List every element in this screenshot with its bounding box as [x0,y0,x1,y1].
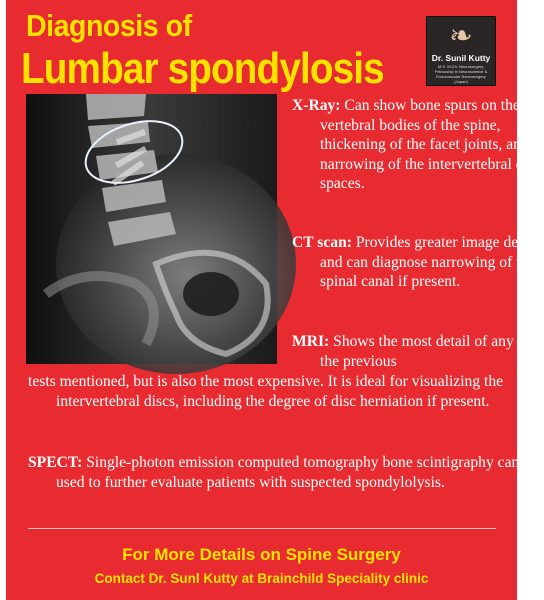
xray-section [292,96,542,194]
ct-section [292,233,542,292]
title-line-2: Lumbar spondylosis [21,44,384,93]
xray-label: X-Ray: [292,97,341,114]
xray-image [26,94,277,364]
logo-credentials: M.S. M.Ch. Neurosurgery, Fellowship in Neuroscience & Endovascular Neurosurgery (Japan) [434,64,488,84]
ct-label: CT scan: [292,234,352,251]
ct-text: Provides greater image detail and can diagnose narrowing of the spinal canal if present. [320,234,539,290]
mri-section-continued [28,372,544,411]
mri-section [292,332,542,371]
xray-text: Can show bone spurs on the vertebral bodies of the spine, thickening of the facet joints, and narrowing of the intervertebral disc spaces. [320,97,541,192]
spect-section [28,453,544,492]
divider [28,528,496,529]
clinic-logo [426,16,496,86]
logo-doctor-name: Dr. Sunil Kutty [431,53,491,63]
poster [6,0,541,600]
lumbar-spine-xray-icon [26,94,277,364]
footer-contact: Contact Dr. Sunl Kutty at Brainchild Speciality clinic [94,571,429,586]
mri-label: MRI: [292,333,330,350]
spect-text: Single-photon emission computed tomography bone scintigraphy can be used to further evaluate patients with suspected spondylolysis. [56,454,538,491]
spine-logo-icon: ❧ [449,19,473,52]
title-line-1: Diagnosis of [26,8,192,43]
footer-heading: For More Details on Spine Surgery [122,545,401,564]
spect-label: SPECT: [28,454,83,471]
mri-text-part1: Shows the most detail of any of the previous [320,333,531,370]
mri-text-part2: tests mentioned, but is also the most expensive. It is ideal for visualizing the intervertebral discs, including the degree of disc herniation if present. [28,373,504,410]
